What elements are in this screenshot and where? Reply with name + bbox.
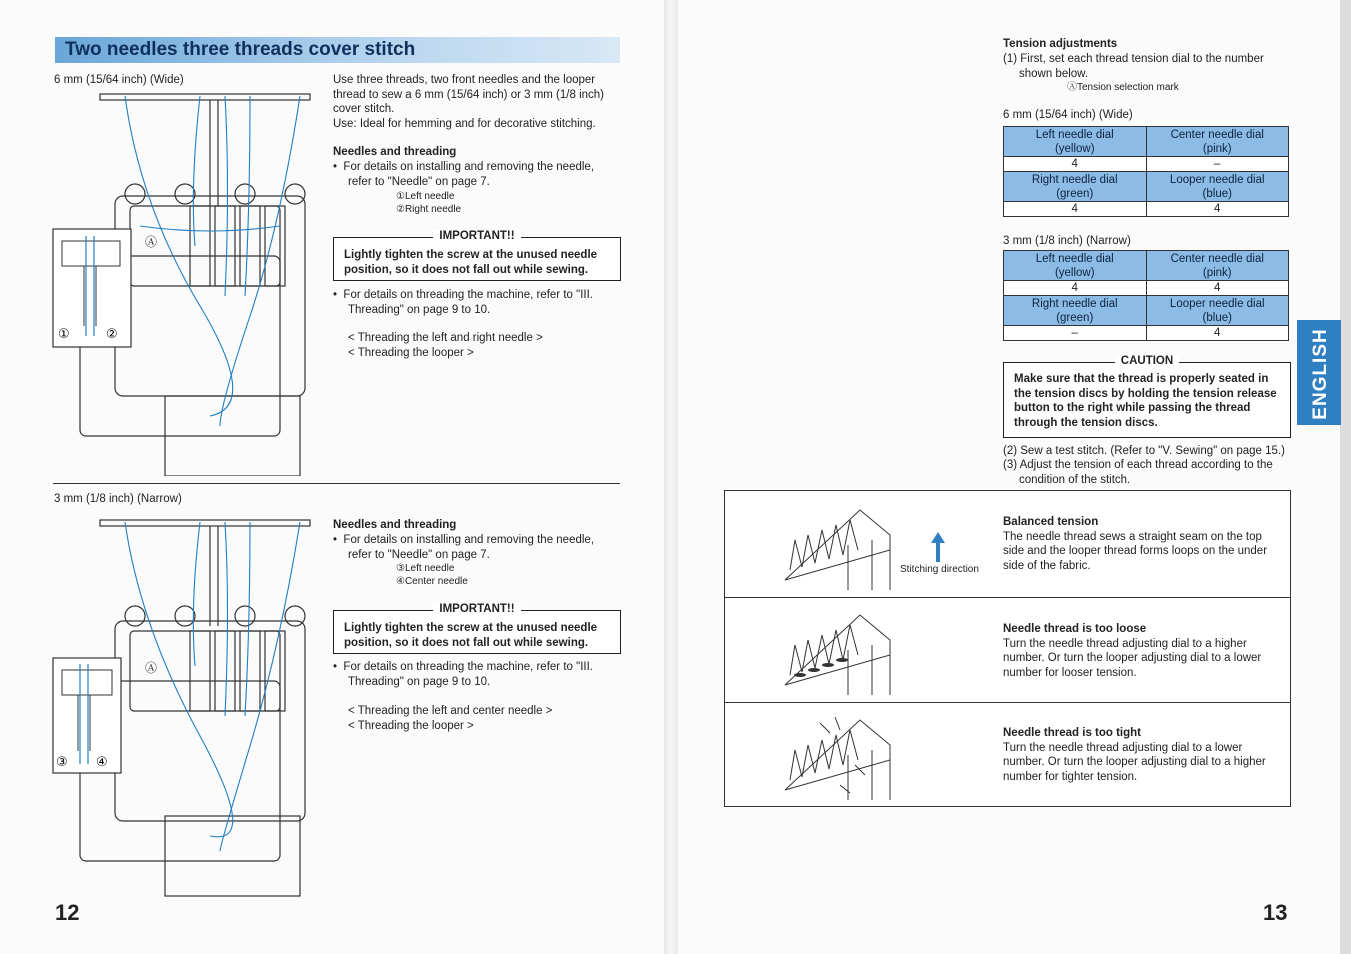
important-title: IMPORTANT!! <box>433 230 520 242</box>
needle-4-label: ④ <box>96 755 108 770</box>
threading-ref: < Threading the looper > <box>348 346 474 359</box>
dial-name: Right needle dial <box>1031 297 1118 310</box>
bullet-text: For details on installing and removing the needle, <box>343 534 595 546</box>
step-line: shown below. <box>1019 67 1089 80</box>
language-tab <box>1297 320 1341 425</box>
dial-color: (green) <box>1056 187 1094 200</box>
bullet-text: For details on installing and removing the needle, <box>343 161 595 173</box>
needles-threading-heading-2: Needles and threading <box>333 519 457 531</box>
step-line: condition of the stitch. <box>1019 473 1131 486</box>
intro-line: thread to sew a 6 mm (15/64 inch) or 3 mm (1/8 inch) <box>333 88 604 101</box>
narrow-label: 3 mm (1/8 inch) (Narrow) <box>54 493 182 505</box>
dial-name: Left needle dial <box>1035 252 1114 265</box>
narrow-threading-illustration <box>50 506 320 898</box>
balanced-stitch-diagram <box>780 495 900 595</box>
loose-stitch-diagram <box>780 600 900 700</box>
important-line: position, so it does not fall out while sewing. <box>344 637 589 649</box>
language-tab-label: ENGLISH <box>1310 328 1331 420</box>
intro-line: Use three threads, two front needles and the looper <box>333 74 596 86</box>
dial-name: Looper needle dial <box>1169 173 1265 186</box>
panel-line: number. Or turn the looper adjusting dial to a lower <box>1003 652 1262 664</box>
dial-color: (blue) <box>1202 187 1232 200</box>
panel-line: The needle thread sews a straight seam on the top <box>1003 530 1262 543</box>
bullet-text: refer to "Needle" on page 7. <box>348 548 490 561</box>
tension-step-3 <box>1003 458 1289 487</box>
bullet-text: Threading" on page 9 to 10. <box>348 303 491 316</box>
panel-line: side of the fabric. <box>1003 559 1091 572</box>
dial-value: 4 <box>1004 281 1147 296</box>
threading-ref: < Threading the looper > <box>348 719 474 732</box>
threading-refs-2 <box>348 704 552 733</box>
caution-line: button to the right while passing the thread <box>1014 402 1251 414</box>
step-line: (1) First, set each thread tension dial to the number <box>1003 53 1264 65</box>
needle-1-label: ① <box>58 327 70 342</box>
intro-text <box>333 73 604 131</box>
panel-line: number. Or turn the looper adjusting dial to a higher <box>1003 756 1266 768</box>
wide-tension-label: 6 mm (15/64 inch) (Wide) <box>1003 109 1133 121</box>
bullet-text: For details on threading the machine, refer to "III. <box>343 289 593 301</box>
tension-heading: Tension adjustments <box>1003 38 1118 50</box>
dial-value: 4 <box>1146 326 1289 341</box>
panel-divider <box>724 702 1291 703</box>
dial-name: Center needle dial <box>1170 128 1264 141</box>
panel-heading: Needle thread is too loose <box>1003 623 1147 635</box>
threading-note: • For details on threading the machine, refer to "III. Threading" on page 9 to 10. <box>333 289 593 316</box>
panel-line: Turn the needle thread adjusting dial to a lower <box>1003 741 1243 754</box>
intro-line: Use: Ideal for hemming and for decorative stitching. <box>333 117 596 130</box>
dial-value: 4 <box>1004 157 1147 172</box>
needle-item: ③Left needle <box>396 563 455 574</box>
important-line: position, so it does not fall out while sewing. <box>344 264 589 276</box>
dial-value: – <box>1146 157 1289 172</box>
narrow-tension-table <box>1003 250 1289 341</box>
threading-ref: < Threading the left and center needle > <box>348 705 553 717</box>
caution-line: through the tension discs. <box>1014 416 1158 429</box>
needle-item: ②Right needle <box>396 204 462 215</box>
needle-item: ④Center needle <box>396 576 468 587</box>
caution-line: Make sure that the thread is properly seated in <box>1014 373 1269 385</box>
stitching-direction-label: Stitching direction <box>900 564 979 575</box>
panel-heading: Needle thread is too tight <box>1003 727 1142 739</box>
step-line: (3) Adjust the tension of each thread according to the <box>1003 459 1273 471</box>
important-box-2 <box>333 603 621 654</box>
dial-value: – <box>1004 326 1147 341</box>
needle-list-2 <box>396 562 468 588</box>
wide-threading-illustration <box>50 86 320 476</box>
dial-color: (pink) <box>1202 266 1232 279</box>
wide-tension-table <box>1003 126 1289 217</box>
important-line: Lightly tighten the screw at the unused needle <box>344 249 598 261</box>
dial-value: 4 <box>1146 202 1289 217</box>
dial-name: Looper needle dial <box>1169 297 1265 310</box>
intro-line: cover stitch. <box>333 103 395 115</box>
page-number-left: 12 <box>55 900 80 925</box>
dial-value: 4 <box>1146 281 1289 296</box>
bullet-text: Threading" on page 9 to 10. <box>348 675 491 688</box>
important-title: IMPORTANT!! <box>433 603 520 615</box>
needle-2-label: ② <box>106 327 118 342</box>
tension-step-2: (2) Sew a test stitch. (Refer to "V. Sewing" on page 15.) <box>1003 445 1285 457</box>
dial-value: 4 <box>1004 202 1147 217</box>
important-box <box>333 230 621 281</box>
bullet-text: refer to "Needle" on page 7. <box>348 175 490 188</box>
tension-step-1 <box>1003 52 1289 81</box>
dial-color: (yellow) <box>1054 266 1095 279</box>
panel-line: side and the looper thread forms loops on the under <box>1003 545 1268 557</box>
panel-divider <box>724 597 1291 598</box>
bullet-text: For details on threading the machine, refer to "III. <box>343 661 593 673</box>
dial-color: (green) <box>1056 311 1094 324</box>
threading-refs <box>348 331 543 360</box>
section-divider <box>53 483 620 484</box>
panel-line: number for looser tension. <box>1003 666 1137 679</box>
dial-name: Left needle dial <box>1035 128 1114 141</box>
needle-install-note: • For details on installing and removing the needle, refer to "Needle" on page 7. <box>333 161 595 188</box>
caution-title: CAUTION <box>1115 355 1179 367</box>
dial-color: (yellow) <box>1054 142 1095 155</box>
tension-mark-note: ⒶTension selection mark <box>1067 82 1179 93</box>
arrow-up-icon <box>930 532 946 562</box>
dial-color: (blue) <box>1202 311 1232 324</box>
book-gutter <box>664 0 678 954</box>
needle-item: ①Left needle <box>396 191 455 202</box>
tight-tension-block <box>1003 726 1289 784</box>
dial-name: Center needle dial <box>1170 252 1264 265</box>
panel-line: Turn the needle thread adjusting dial to a higher <box>1003 637 1247 650</box>
needles-threading-heading: Needles and threading <box>333 146 457 158</box>
needle-install-note-2: • For details on installing and removing the needle, refer to "Needle" on page 7. <box>333 534 595 561</box>
panel-line: number for tighter tension. <box>1003 770 1138 783</box>
mark-a-label: Ⓐ <box>145 661 158 675</box>
threading-note-2: • For details on threading the machine, refer to "III. Threading" on page 9 to 10. <box>333 661 593 688</box>
panel-heading: Balanced tension <box>1003 516 1099 528</box>
caution-box <box>1003 355 1291 438</box>
section-title-bar <box>55 37 620 63</box>
thread-guide-bar <box>100 94 310 100</box>
section-title: Two needles three threads cover stitch <box>65 39 416 60</box>
tight-stitch-diagram <box>780 705 900 805</box>
caution-line: the tension discs by holding the tension release <box>1014 387 1277 400</box>
page-edge <box>1340 0 1351 954</box>
dial-color: (pink) <box>1202 142 1232 155</box>
wide-label: 6 mm (15/64 inch) (Wide) <box>54 74 184 86</box>
loose-tension-block <box>1003 622 1289 680</box>
balanced-tension-block <box>1003 515 1289 573</box>
mark-a-label: Ⓐ <box>145 235 158 249</box>
needle-3-label: ③ <box>56 755 68 770</box>
needle-list <box>396 190 461 216</box>
page-number-right: 13 <box>1263 900 1288 925</box>
threading-ref: < Threading the left and right needle > <box>348 332 543 344</box>
important-line: Lightly tighten the screw at the unused needle <box>344 622 598 634</box>
narrow-tension-label: 3 mm (1/8 inch) (Narrow) <box>1003 235 1131 247</box>
dial-name: Right needle dial <box>1031 173 1118 186</box>
